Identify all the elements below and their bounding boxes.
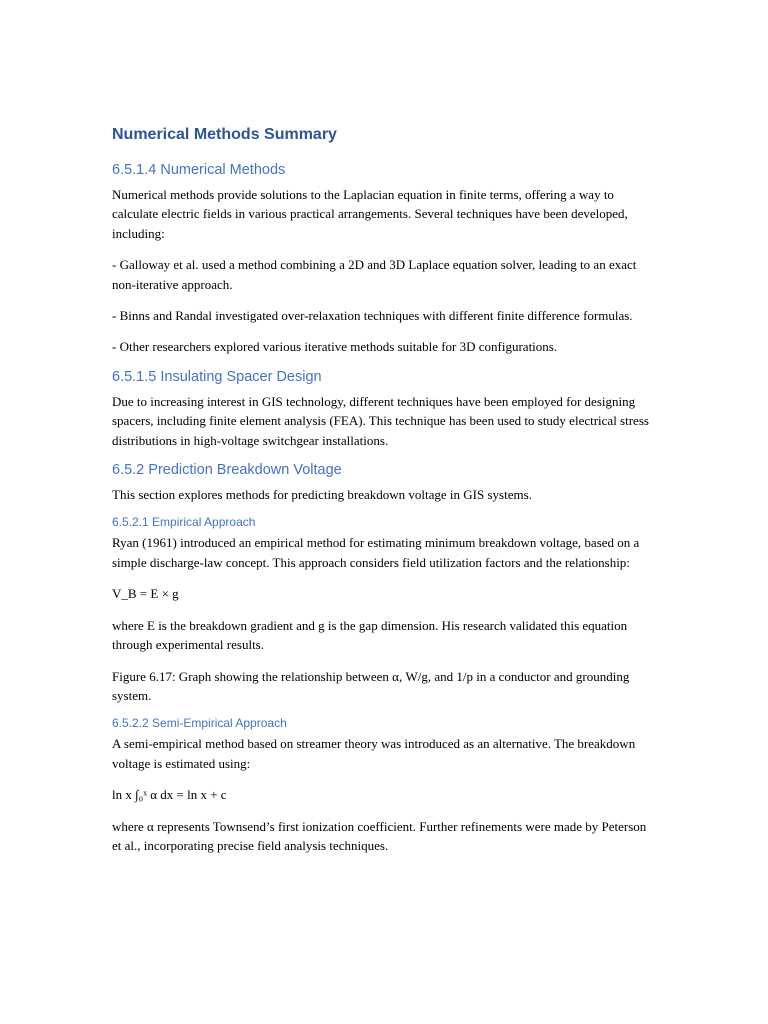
list-item: - Binns and Randal investigated over-relaxation techniques with different finite difference formulas. [112, 308, 633, 324]
paragraph: Due to increasing interest in GIS technology, different techniques have been employed for designing spacers, including finite element analysis (FEA). This technique has been used to study electrical stress distributions in high-voltage switchgear installations. [112, 393, 649, 448]
equation: V_B = E × g [112, 586, 179, 602]
section-heading-insulating-spacer: 6.5.1.5 Insulating Spacer Design [112, 368, 322, 385]
equation: ln x ∫₀ˣ α dx = ln x + c [112, 787, 227, 803]
figure-caption: Figure 6.17: Graph showing the relationship between α, W/g, and 1/p in a conductor and grounding system. [112, 668, 630, 703]
subsection-heading-empirical: 6.5.2.1 Empirical Approach [112, 515, 256, 530]
list-item: - Galloway et al. used a method combining a 2D and 3D Laplace equation solver, leading to an exact non-iterative approach. [112, 257, 637, 292]
section-heading-prediction-breakdown: 6.5.2 Prediction Breakdown Voltage [112, 462, 342, 479]
document-page [112, 124, 657, 867]
subsection-heading-semi-empirical: 6.5.2.2 Semi-Empirical Approach [112, 716, 287, 731]
list-item: - Other researchers explored various iterative methods suitable for 3D configurations. [112, 339, 558, 355]
paragraph: This section explores methods for predicting breakdown voltage in GIS systems. [112, 487, 532, 503]
paragraph: where α represents Townsend’s first ionization coefficient. Further refinements were made by Peterson et al., incorporating precise field analysis techniques. [112, 818, 647, 853]
paragraph: A semi-empirical method based on streamer theory was introduced as an alternative. The breakdown voltage is estimated using: [112, 736, 636, 771]
paragraph: Ryan (1961) introduced an empirical method for estimating minimum breakdown voltage, based on a simple discharge-law concept. This approach considers field utilization factors and the relationship: [112, 535, 640, 570]
paragraph: Numerical methods provide solutions to the Laplacian equation in finite terms, offering a way to calculate electric fields in various practical arrangements. Several techniques have been developed, including: [112, 187, 628, 241]
section-heading-numerical-methods: 6.5.1.4 Numerical Methods [112, 162, 286, 178]
document-title: Numerical Methods Summary [112, 126, 337, 143]
paragraph: where E is the breakdown gradient and g is the gap dimension. His research validated this equation through experimental results. [112, 617, 628, 653]
